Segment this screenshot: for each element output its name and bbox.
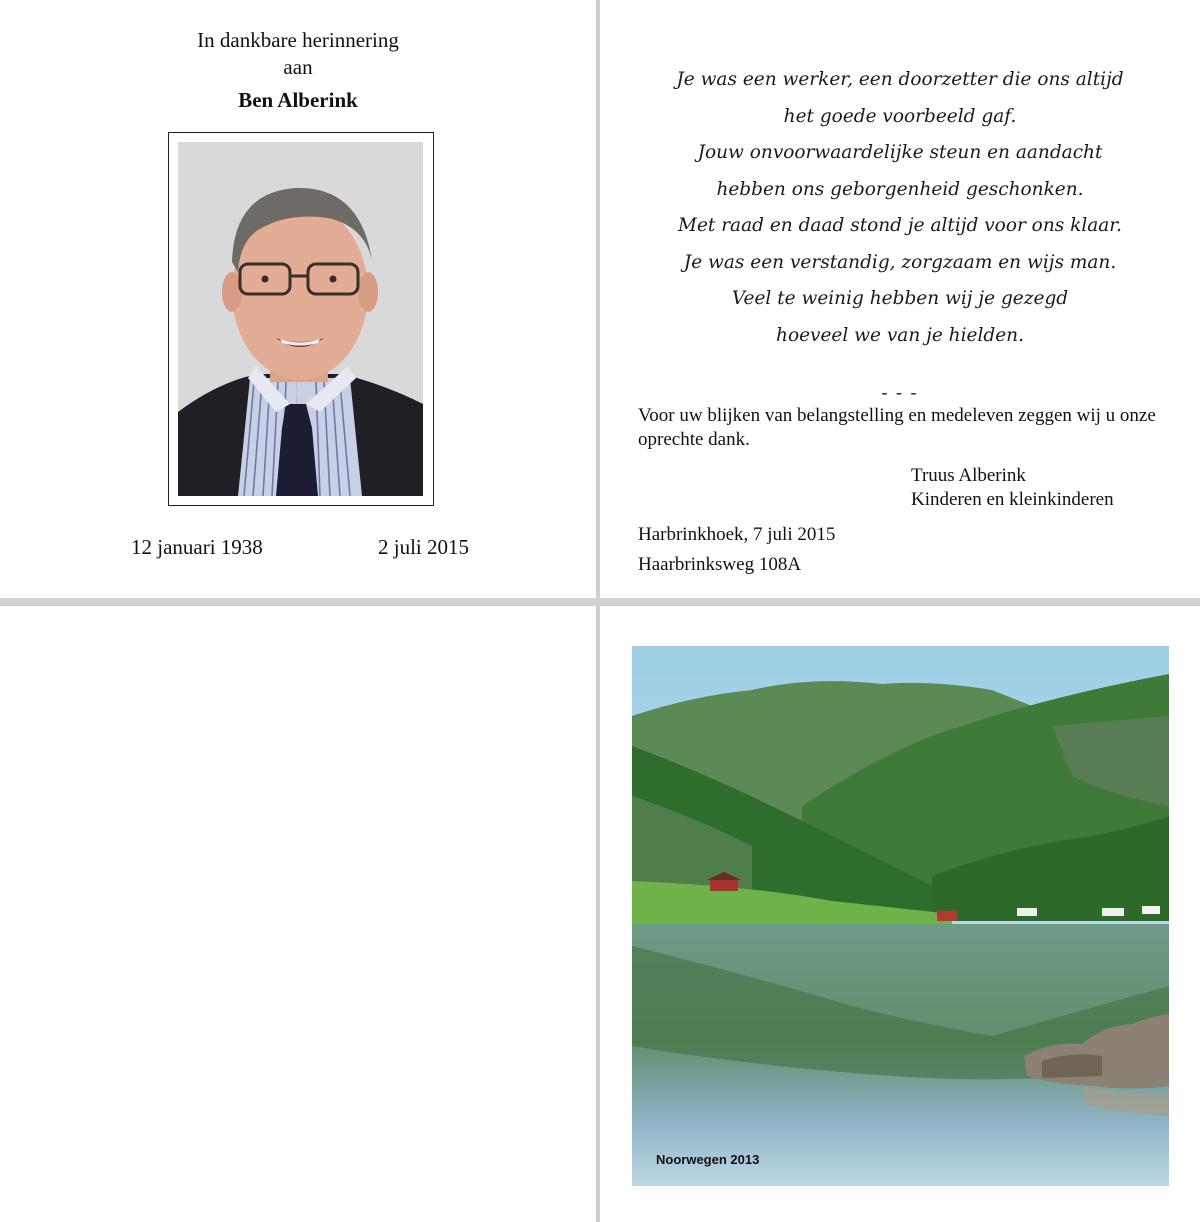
deceased-name: Ben Alberink — [238, 88, 358, 112]
signature-name: Truus Alberink — [911, 465, 1026, 486]
portrait-photo — [178, 142, 423, 496]
card-back-blank-panel — [0, 606, 596, 1222]
signature-family: Kinderen en kleinkinderen — [911, 489, 1114, 510]
poem-line: Je was een verstandig, zorgzaam en wijs man. — [683, 251, 1117, 273]
poem-line: hoeveel we van je hielden. — [776, 324, 1024, 346]
landscape-photo — [632, 646, 1169, 1186]
card-front-panel — [0, 0, 596, 598]
poem-line: het goede voorbeeld gaf. — [783, 105, 1017, 127]
intro-text: In dankbare herinnering — [197, 28, 399, 52]
intro-aan: aan — [283, 55, 313, 79]
poem-line: Met raad en daad stond je altijd voor ons klaar. — [678, 215, 1122, 236]
poem — [600, 62, 1200, 354]
poem-line: Je was een werker, een doorzetter die ons altijd — [676, 69, 1124, 90]
separator: - - - — [881, 382, 919, 402]
address: Haarbrinksweg 108A — [638, 554, 802, 575]
place-date: Harbrinkhoek, 7 juli 2015 — [638, 524, 836, 545]
poem-line: Veel te weinig hebben wij je gezegd — [731, 288, 1069, 309]
photo-caption: Noorwegen 2013 — [656, 1152, 760, 1167]
death-date: 2 juli 2015 — [378, 535, 470, 559]
poem-line: Jouw onvoorwaardelijke steun en aandacht — [697, 142, 1103, 163]
poem-line: hebben ons geborgenheid geschonken. — [716, 178, 1084, 200]
portrait-frame — [168, 132, 434, 506]
card-inner-panel — [600, 0, 1200, 598]
birth-date: 12 januari 1938 — [131, 535, 263, 559]
thanks-text: Voor uw blijken van belangstelling en medeleven zeggen wij u onze oprechte dank. — [638, 405, 1156, 450]
card-back-photo-panel — [600, 606, 1200, 1222]
fold-line-horizontal — [0, 598, 1200, 606]
